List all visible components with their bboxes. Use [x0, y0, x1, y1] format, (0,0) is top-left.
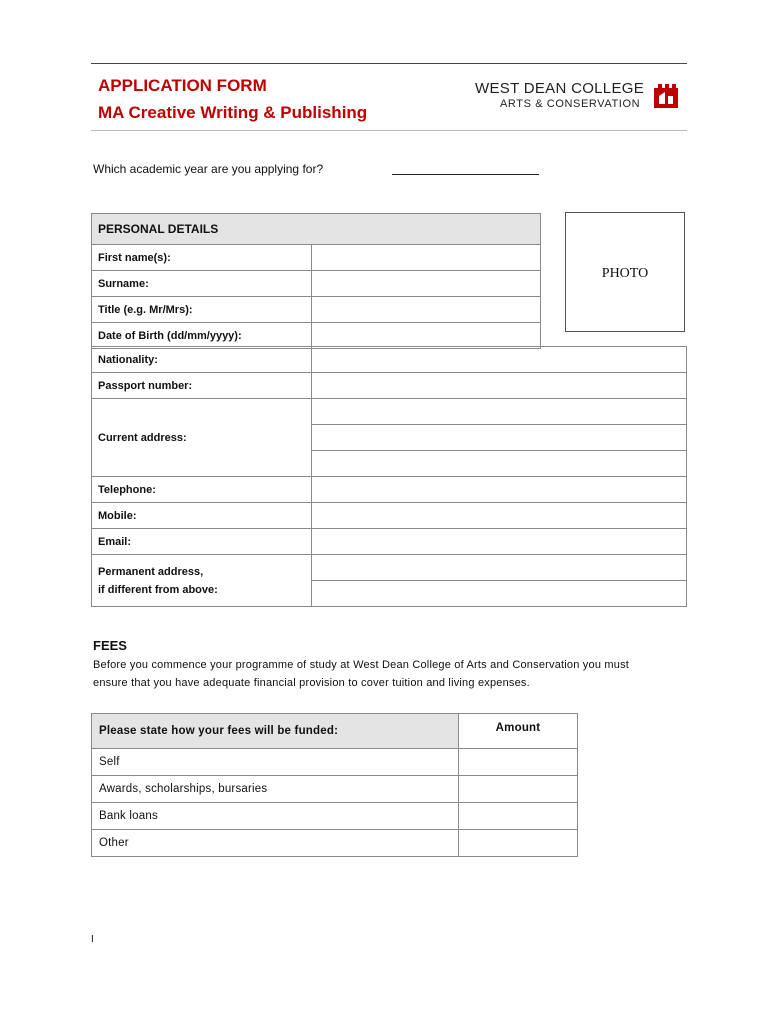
- amount-heading: Amount: [459, 714, 578, 749]
- passport-label: Passport number:: [92, 373, 312, 399]
- photo-box[interactable]: [565, 212, 685, 332]
- title-field[interactable]: [312, 297, 541, 323]
- permanent-address-label: [92, 555, 312, 607]
- dob-field[interactable]: [312, 323, 541, 349]
- personal-details-heading: PERSONAL DETAILS: [92, 214, 541, 245]
- funding-loans-label: Bank loans: [92, 803, 459, 830]
- photo-label: PHOTO: [601, 266, 649, 281]
- fees-funding-table: [91, 713, 578, 857]
- header-rule: [91, 130, 687, 131]
- college-name: WEST DEAN COLLEGE: [475, 80, 645, 97]
- surname-field[interactable]: [312, 271, 541, 297]
- email-field[interactable]: [312, 529, 687, 555]
- telephone-label: Telephone:: [92, 477, 312, 503]
- permanent-address-label-line-2: if different from above:: [98, 583, 218, 596]
- castle-logo-icon: [652, 82, 680, 110]
- funding-awards-label: Awards, scholarships, bursaries: [92, 776, 459, 803]
- funding-heading: Please state how your fees will be funded:: [92, 714, 459, 749]
- first-name-label: First name(s):: [92, 245, 312, 271]
- funding-other-amount[interactable]: [459, 830, 578, 857]
- mobile-label: Mobile:: [92, 503, 312, 529]
- funding-other-label: Other: [92, 830, 459, 857]
- programme-title: MA Creative Writing & Publishing: [98, 103, 368, 122]
- dob-label: Date of Birth (dd/mm/yyyy):: [92, 323, 312, 349]
- title-label: Title (e.g. Mr/Mrs):: [92, 297, 312, 323]
- nationality-field[interactable]: [312, 347, 687, 373]
- fees-paragraph: [93, 656, 683, 692]
- surname-label: Surname:: [92, 271, 312, 297]
- first-name-field[interactable]: [312, 245, 541, 271]
- funding-self-label: Self: [92, 749, 459, 776]
- fees-paragraph-line-2: ensure that you have adequate financial provision to cover tuition and living expenses.: [93, 677, 530, 689]
- personal-details-table-wide: [91, 346, 687, 607]
- passport-field[interactable]: [312, 373, 687, 399]
- funding-loans-amount[interactable]: [459, 803, 578, 830]
- permanent-address-line-1[interactable]: [312, 555, 687, 581]
- page-number: I: [91, 934, 94, 945]
- college-subtitle: ARTS & CONSERVATION: [500, 98, 641, 110]
- fees-heading: FEES: [93, 638, 127, 653]
- current-address-line-1[interactable]: [312, 399, 687, 425]
- top-rule: [91, 63, 687, 64]
- current-address-line-3[interactable]: [312, 451, 687, 477]
- current-address-line-2[interactable]: [312, 425, 687, 451]
- current-address-label: Current address:: [92, 399, 312, 477]
- academic-year-question: Which academic year are you applying for?: [93, 162, 324, 176]
- fees-paragraph-line-1: Before you commence your programme of study at West Dean College of Arts and Conservation you must: [93, 659, 630, 671]
- nationality-label: Nationality:: [92, 347, 312, 373]
- funding-awards-amount[interactable]: [459, 776, 578, 803]
- funding-self-amount[interactable]: [459, 749, 578, 776]
- form-title: APPLICATION FORM: [98, 76, 267, 95]
- permanent-address-label-line-1: Permanent address,: [98, 565, 204, 578]
- permanent-address-line-2[interactable]: [312, 581, 687, 607]
- personal-details-table: [91, 213, 541, 349]
- academic-year-field[interactable]: [392, 174, 539, 175]
- mobile-field[interactable]: [312, 503, 687, 529]
- email-label: Email:: [92, 529, 312, 555]
- telephone-field[interactable]: [312, 477, 687, 503]
